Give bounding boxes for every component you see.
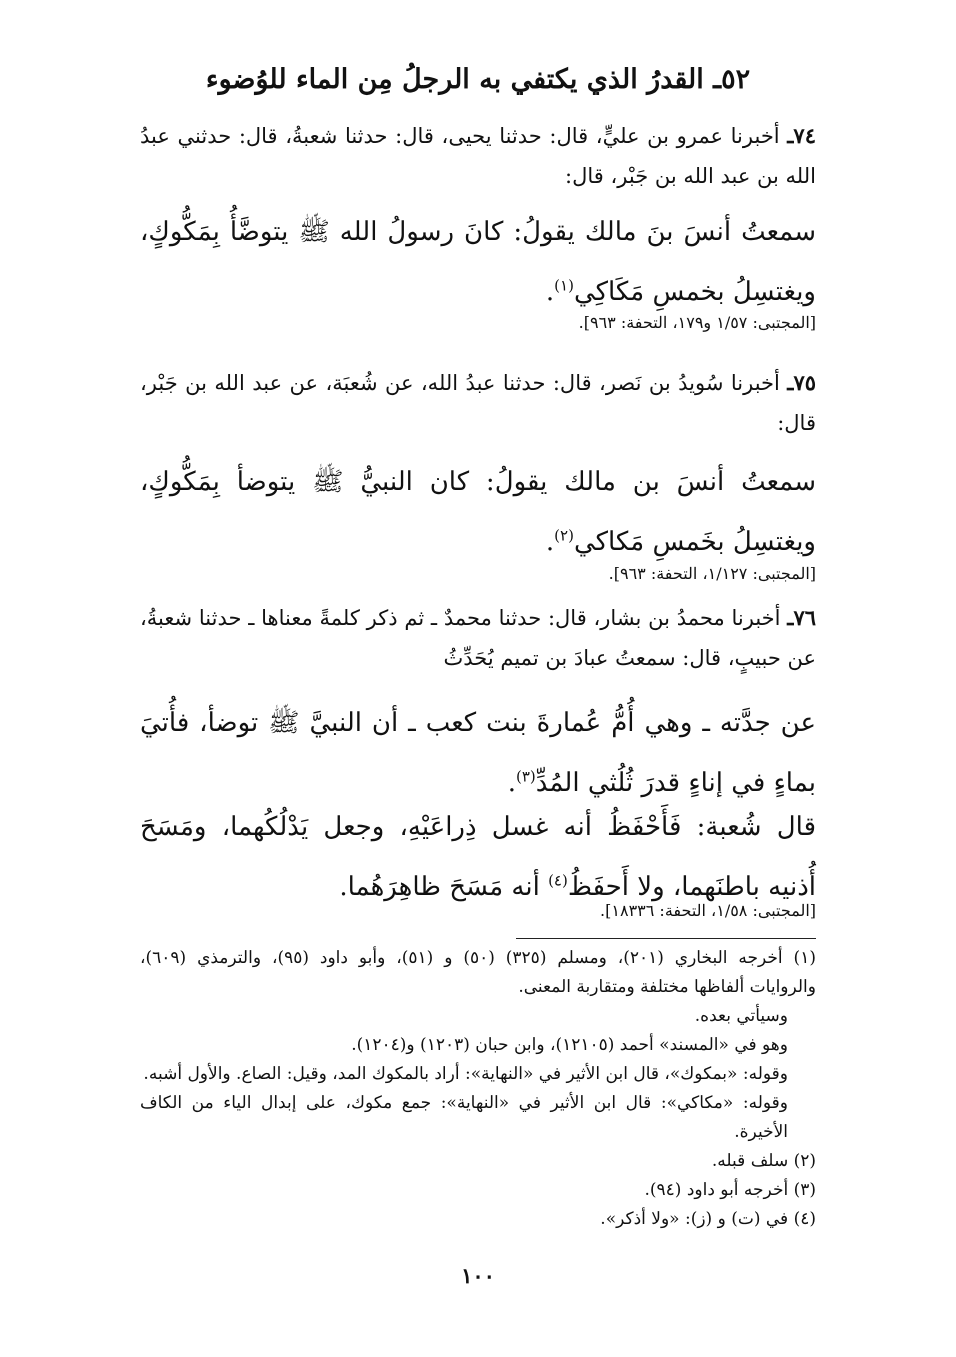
- page-number: ١٠٠: [461, 1263, 495, 1288]
- footnote-ref[interactable]: (٤): [548, 871, 568, 890]
- isnad-text: أخبرنا محمدُ بن بشار، قال: حدثنا محمدٌ ـ ثم ذكر كلمةً معناها ـ حدثنا شعبةُ، عن حبيبٍ، قال: سمعتُ عبادَ بن تميم يُحَدِّثُ: [140, 606, 816, 670]
- matn-text-end: أنه مَسَحَ ظاهِرَهُما.: [339, 872, 540, 902]
- footnote-ref[interactable]: (٢): [554, 526, 574, 545]
- hadith-75-isnad: [140, 363, 816, 443]
- hadith-number: ٧٤ـ: [787, 123, 816, 148]
- hadith-75-matn: [140, 452, 816, 572]
- footnote-4: (٤) في (ت) و (ز): «ولا أذكر».: [600, 1209, 816, 1229]
- matn-text: سمعتُ أنسَ بن مالك يقولُ: كان النبيُّ ﷺ يتوضأ بِمَكُّوكٍ، ويغتسِلُ بخَمسِ مَكاكي: [140, 467, 816, 557]
- matn-text: سمعتُ أنسَ بنَ مالك يقولُ: كانَ رسولُ الله ﷺ يتوضَّأُ بِمَكُّوكٍ، ويغتسِلُ بخمسِ مَكَاكِي: [140, 217, 816, 307]
- footnote-2: (٢) سلف قبله.: [711, 1151, 816, 1171]
- footnote-1-continuation: وقوله: «بمكوك»، قال ابن الأثير في «النهاية»: أراد بالمكوك المد، وقيل: الصاع. والأول أشبه.: [143, 1064, 788, 1084]
- hadith-74-isnad: [140, 116, 816, 196]
- footnote-1: (١) أخرجه البخاري (٢٠١)، ومسلم (٣٢٥) (٥٠) و (٥١)، وأبو داود (٩٥)، والترمذي (٦٠٩)، والروايات ألفاظها مختلفة ومتقاربة المعنى.: [140, 948, 816, 997]
- matn-end: .: [545, 277, 555, 307]
- footnote-1-continuation: وسيأتي بعده.: [694, 1006, 788, 1026]
- hadith-75-reference: [المجتبى: ١/١٢٧، التحفة: ٩٦٣].: [608, 564, 816, 583]
- hadith-74-reference: [المجتبى: ١/٥٧ و١٧٩، التحفة: ٩٦٣].: [578, 313, 816, 332]
- footnote-1-continuation: وهو في «المسند» أحمد (١٢١٠٥)، وابن حبان (١٢٠٣) و(١٢٠٤).: [351, 1035, 788, 1055]
- hadith-74-matn: [140, 202, 816, 322]
- chapter-title: ٥٢ـ القدرُ الذي يكتفي به الرجلُ مِن الماء للوُضوء: [205, 64, 751, 95]
- matn-end: .: [507, 768, 516, 798]
- footnotes: [140, 944, 816, 1234]
- hadith-number: ٧٦ـ: [787, 605, 816, 630]
- matn-text: عن جدَّته ـ وهي أُمُّ عُمارةَ بنت كعب ـ أن النبيَّ ﷺ توضأ، فأُتيَ بماءٍ في إناءٍ قدرَ ثُلُثي المُدِّ: [140, 708, 816, 798]
- footnote-3: (٣) أخرجه أبو داود (٩٤).: [644, 1180, 816, 1200]
- matn-text: قال شُعبة: فَأَحْفَظُ أنه غسل ذِراعَيْهِ، وجعل يَدْلُكُهما، ومَسَحَ أُذنيه باطنَهما، ولا أَحفَظُ: [140, 812, 816, 902]
- footnote-separator: [516, 938, 816, 939]
- hadith-number: ٧٥ـ: [787, 370, 816, 395]
- hadith-76-reference: [المجتبى: ١/٥٨، التحفة: ١٨٣٣٦].: [600, 901, 816, 920]
- isnad-text: أخبرنا عمرو بن عليٍّ، قال: حدثنا يحيى، قال: حدثنا شعبةُ، قال: حدثني عبدُ الله بن عبد الله بن جَبْر، قال:: [140, 124, 816, 188]
- footnote-ref[interactable]: (١): [554, 276, 574, 295]
- matn-end: .: [545, 527, 555, 557]
- isnad-text: أخبرنا سُويدُ بن نَصر، قال: حدثنا عبدُ الله، عن شُعبَة، عن عبد الله بن جَبْر، قال:: [140, 371, 816, 435]
- hadith-76-isnad: [140, 598, 816, 678]
- footnote-1-continuation: وقوله: «مكاكي»: قال ابن الأثير في «النهاية»: جمع مكوك، على إبدال الياء من الكاف الأخيرة.: [140, 1093, 788, 1142]
- hadith-76-matn: [140, 693, 816, 813]
- footnote-ref[interactable]: (٣): [515, 767, 536, 786]
